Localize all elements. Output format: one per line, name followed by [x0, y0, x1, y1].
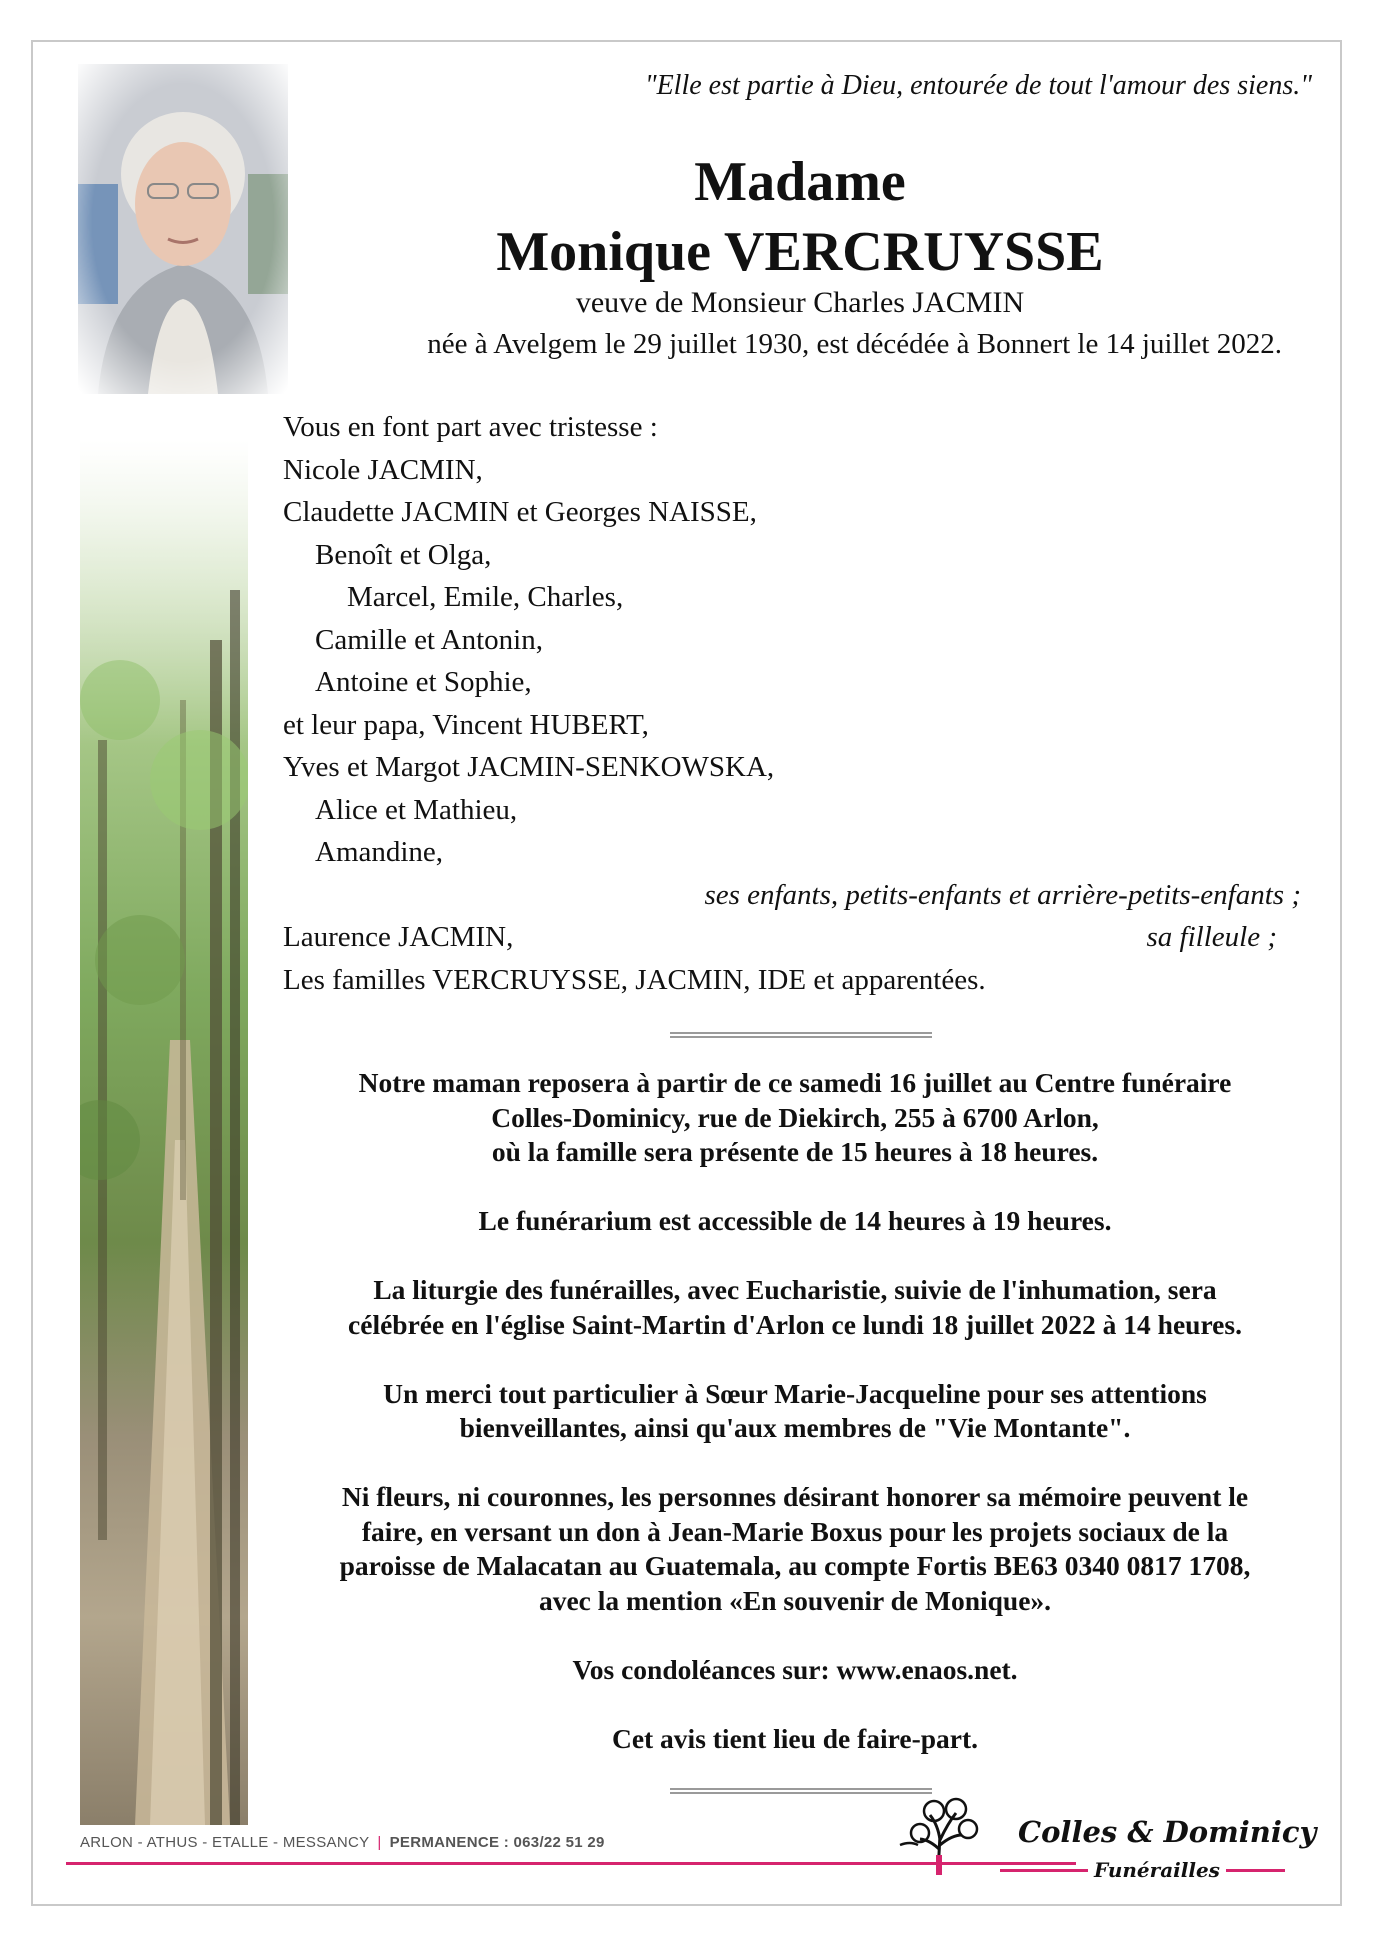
- family-member: Nicole JACMIN,: [283, 453, 483, 486]
- divider-bottom: [670, 1788, 932, 1794]
- family-intro: Vous en font part avec tristesse :: [283, 411, 658, 443]
- company-name: Colles & Dominicy: [1018, 1815, 1317, 1849]
- goddaughter-row: [283, 916, 1303, 959]
- detail-line: où la famille sera présente de 15 heures à 18 heures.: [491, 1136, 1099, 1167]
- deceased-name: Monique VERCRUYSSE: [496, 221, 1104, 283]
- epitaph-quote: "Elle est partie à Dieu, entourée de tout l'amour des siens.": [644, 70, 1312, 101]
- family-member: Yves et Margot JACMIN-SENKOWSKA,: [283, 751, 775, 783]
- widow-of: veuve de Monsieur Charles JACMIN: [575, 286, 1025, 319]
- family-member: Benoît et Olga,: [315, 538, 492, 571]
- detail-line: Colles-Dominicy, rue de Diekirch, 255 à 6700 Arlon,: [491, 1101, 1099, 1133]
- detail-line: Notre maman reposera à partir de ce samedi 16 juillet au Centre funéraire: [358, 1067, 1232, 1098]
- family-member: Amandine,: [315, 836, 444, 868]
- goddaughter-name: Laurence JACMIN,: [283, 921, 514, 953]
- liturgy-info: [280, 1273, 1310, 1342]
- family-member: Claudette JACMIN et Georges NAISSE,: [283, 496, 757, 528]
- families-line: Les familles VERCRUYSSE, JACMIN, IDE et apparentées.: [283, 963, 986, 996]
- footer-separator: |: [377, 1834, 382, 1851]
- family-member: Antoine et Sophie,: [315, 666, 532, 698]
- family-member: et leur papa, Vincent HUBERT,: [283, 708, 649, 741]
- detail-line: faire, en versant un don à Jean-Marie Boxus pour les projets sociaux de la: [361, 1515, 1229, 1547]
- deceased-title: Madame: [694, 151, 906, 213]
- footer-contact: [80, 1834, 605, 1851]
- footer-locations: ARLON - ATHUS - ETALLE - MESSANCY: [80, 1834, 370, 1851]
- goddaughter-label: sa filleule ;: [1146, 921, 1277, 953]
- tree-logo-icon: [890, 1795, 990, 1875]
- resting-info: [280, 1066, 1310, 1170]
- donation-info: [280, 1480, 1310, 1618]
- family-member: Marcel, Emile, Charles,: [347, 581, 624, 613]
- detail-line: Un merci tout particulier à Sœur Marie-Jacqueline pour ses attentions: [383, 1377, 1207, 1409]
- family-member: Camille et Antonin,: [315, 623, 543, 656]
- funerarium-hours: Le funérarium est accessible de 14 heures à 19 heures.: [478, 1205, 1112, 1236]
- funeral-details: [280, 1066, 1310, 1791]
- detail-line: bienveillantes, ainsi qu'aux membres de "Vie Montante".: [459, 1412, 1131, 1443]
- detail-line: paroisse de Malacatan au Guatemala, au compte Fortis BE63 0340 0817 1708,: [339, 1550, 1251, 1581]
- detail-line: Ni fleurs, ni couronnes, les personnes désirant honorer sa mémoire peuvent le: [341, 1481, 1249, 1512]
- detail-line: avec la mention «En souvenir de Monique».: [538, 1584, 1052, 1616]
- forest-path-image: [80, 440, 248, 1825]
- thanks-info: [280, 1377, 1310, 1446]
- company-subtitle: Funérailles: [1088, 1858, 1226, 1882]
- portrait-photo: [78, 64, 288, 394]
- family-list: [283, 406, 1303, 1001]
- footer-permanence: PERMANENCE : 063/22 51 29: [389, 1834, 605, 1851]
- birth-death-dates: née à Avelgem le 29 juillet 1930, est décédée à Bonnert le 14 juillet 2022.: [427, 328, 1282, 360]
- detail-line: La liturgie des funérailles, avec Eucharistie, suivie de l'inhumation, sera: [373, 1274, 1217, 1305]
- condolences-link: Vos condoléances sur: www.enaos.net.: [572, 1653, 1018, 1685]
- notice-statement: Cet avis tient lieu de faire-part.: [611, 1722, 979, 1754]
- divider-top: [670, 1032, 932, 1038]
- family-member: Alice et Mathieu,: [315, 793, 518, 826]
- detail-line: célébrée en l'église Saint-Martin d'Arlon ce lundi 18 juillet 2022 à 14 heures.: [348, 1308, 1242, 1340]
- children-label: ses enfants, petits-enfants et arrière-petits-enfants ;: [704, 878, 1301, 911]
